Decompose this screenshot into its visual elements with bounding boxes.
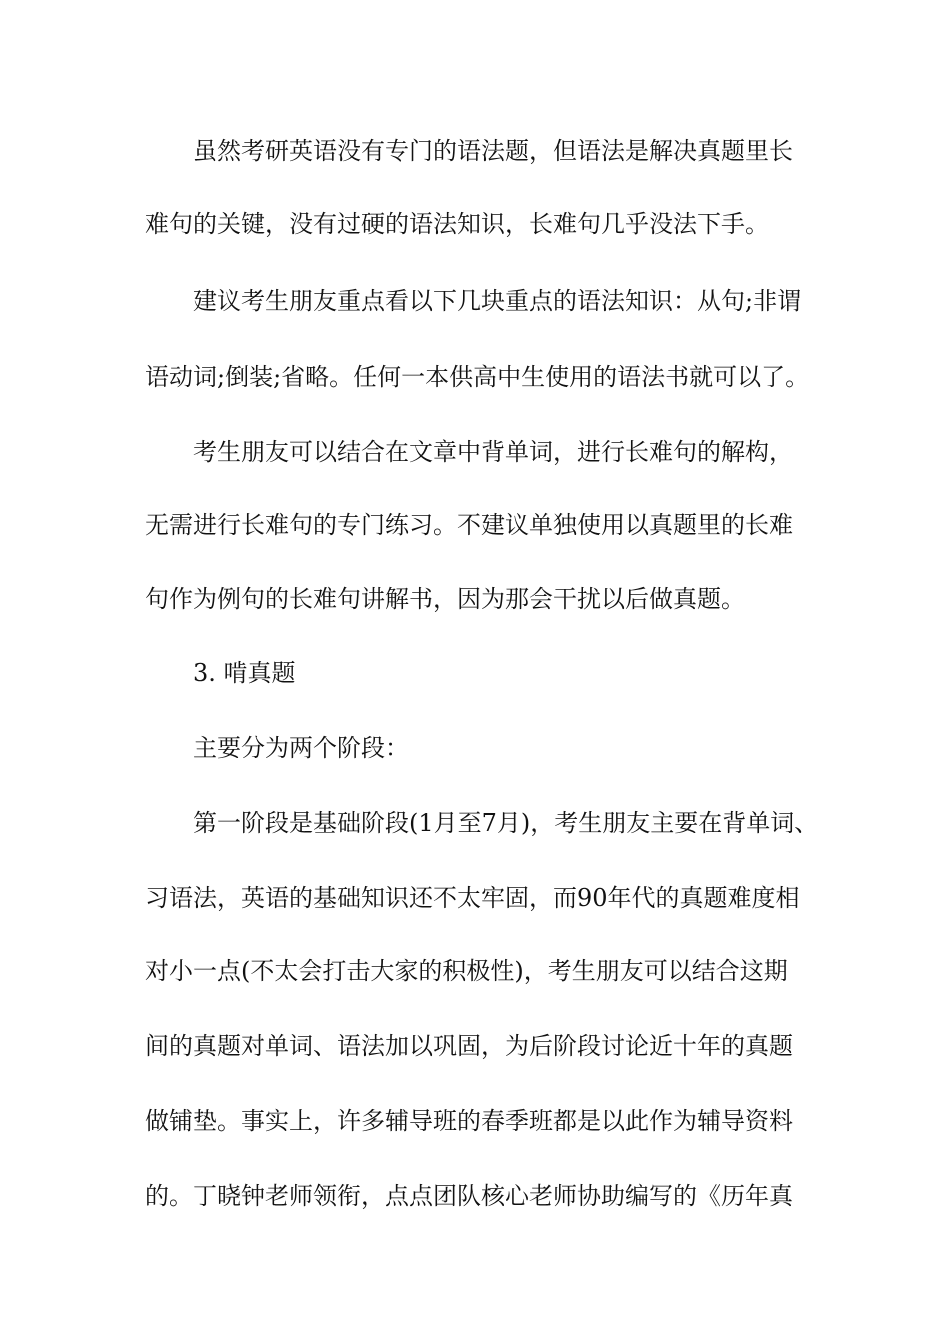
text-line: 无需进行长难句的专门练习。不建议单独使用以真题里的长难	[145, 511, 793, 539]
text-line: 主要分为两个阶段：	[193, 734, 409, 762]
text-line: 对小一点(不太会打击大家的积极性)，考生朋友可以结合这期	[145, 957, 788, 985]
text-line: 做铺垫。事实上，许多辅导班的春季班都是以此作为辅导资料	[145, 1107, 793, 1135]
text-line: 考生朋友可以结合在文章中背单词，进行长难句的解构，	[193, 438, 793, 466]
text-line: 间的真题对单词、语法加以巩固，为后阶段讨论近十年的真题	[145, 1032, 793, 1060]
text-line: 的。丁晓钟老师领衔，点点团队核心老师协助编写的《历年真	[145, 1182, 793, 1210]
text-line: 习语法，英语的基础知识还不太牢固，而90年代的真题难度相	[145, 884, 800, 912]
text-line: 句作为例句的长难句讲解书，因为那会干扰以后做真题。	[145, 585, 745, 613]
text-line: 建议考生朋友重点看以下几块重点的语法知识：从句;非谓	[193, 287, 802, 315]
text-line: 第一阶段是基础阶段(1月至7月)，考生朋友主要在背单词、	[193, 809, 819, 837]
text-line: 语动词;倒装;省略。任何一本供高中生使用的语法书就可以了。	[145, 363, 810, 391]
section-heading: 3. 啃真题	[193, 659, 296, 687]
text-line: 虽然考研英语没有专门的语法题，但语法是解决真题里长	[193, 137, 793, 165]
text-line: 难句的关键，没有过硬的语法知识，长难句几乎没法下手。	[145, 210, 769, 238]
